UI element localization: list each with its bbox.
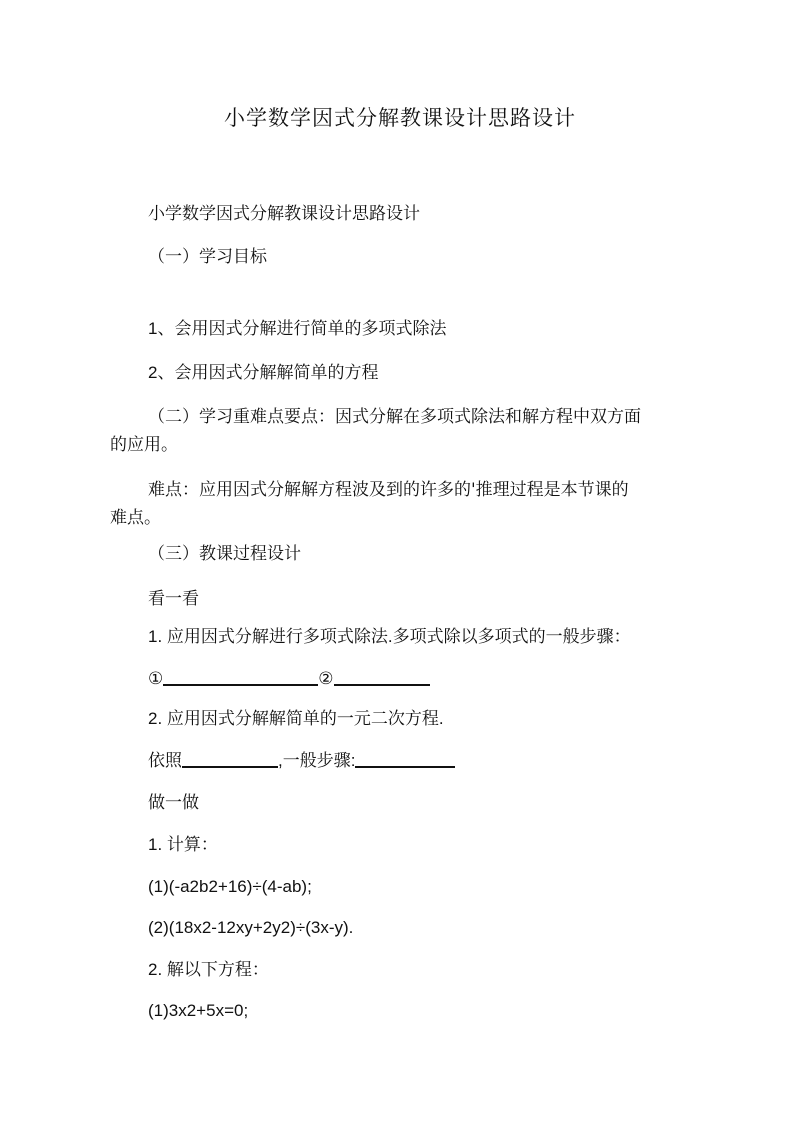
difficulty-paragraph: 难点：应用因式分解解方程波及到的许多的'推理过程是本节课的难点。 <box>110 480 629 528</box>
fill-blank-steps <box>355 750 455 768</box>
step-1-text: 1. 应用因式分解进行多项式除法.多项式除以多项式的一般步骤： <box>148 627 631 646</box>
basis-label: 依照 <box>148 751 182 771</box>
circled-number-2: ② <box>318 669 334 689</box>
fill-blank-1 <box>163 668 318 686</box>
calc-problem-1: (1)(-a2b2+16)÷(4-ab); <box>148 877 312 896</box>
document-subtitle: 小学数学因式分解教课设计思路设计 <box>148 204 420 224</box>
calculate-heading: 1. 计算： <box>148 835 218 854</box>
general-steps-label: ,一般步骤: <box>278 751 356 770</box>
step-2-text: 2. 应用因式分解解简单的一元二次方程. <box>148 709 444 728</box>
step-1-blanks <box>148 668 430 690</box>
calc-problem-2: (2)(18x2-12xy+2y2)÷(3x-y). <box>148 918 354 937</box>
key-points-paragraph: （二）学习重难点要点：因式分解在多项式除法和解方程中双方面的应用。 <box>110 407 641 455</box>
goal-item-1: 1、会用因式分解进行简单的多项式除法 <box>148 319 447 338</box>
solve-heading: 2. 解以下方程： <box>148 960 269 979</box>
section-heading-teaching-process: （三）教课过程设计 <box>148 544 301 564</box>
step-2-blanks <box>148 750 455 772</box>
solve-problem-1: (1)3x2+5x=0; <box>148 1001 249 1020</box>
section-heading-learning-goals: （一）学习目标 <box>148 247 267 267</box>
fill-blank-basis <box>182 750 278 768</box>
look-heading: 看一看 <box>148 589 199 609</box>
fill-blank-2 <box>334 668 430 686</box>
circled-number-1: ① <box>148 669 164 689</box>
goal-item-2: 2、会用因式分解解简单的方程 <box>148 363 379 382</box>
document-title: 小学数学因式分解教课设计思路设计 <box>224 106 576 130</box>
do-heading: 做一做 <box>148 793 199 813</box>
